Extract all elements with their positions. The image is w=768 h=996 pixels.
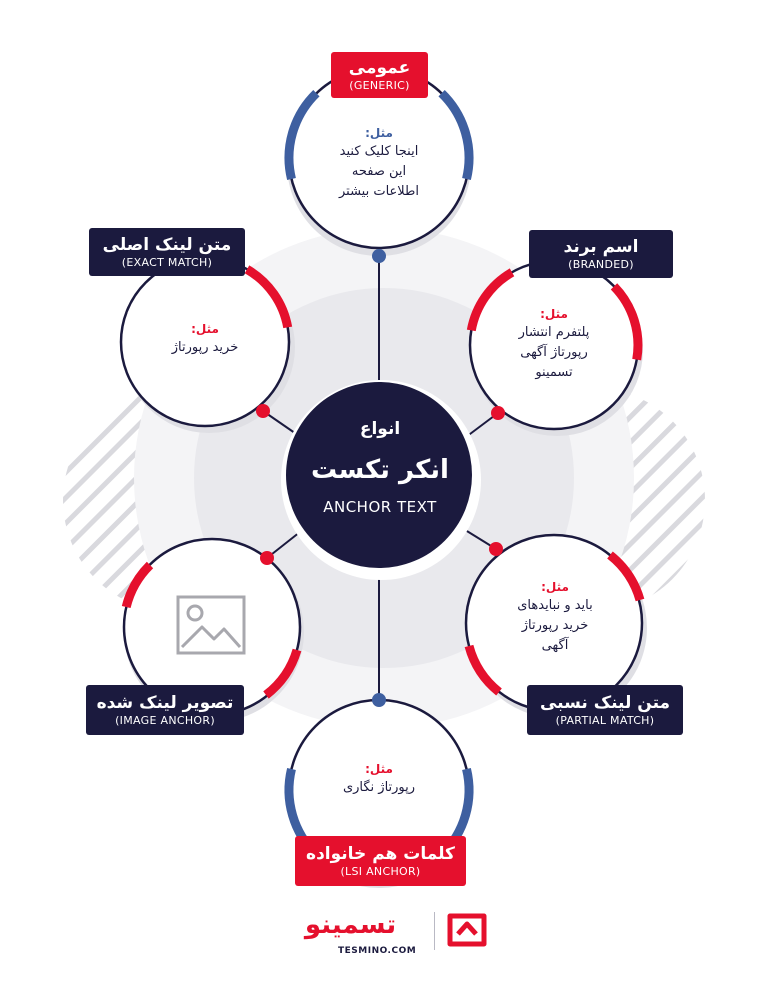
example-exact [125, 320, 285, 358]
label-generic-subtitle: (GENERIC) [349, 79, 410, 92]
label-image [86, 685, 244, 735]
example-exact-prefix: مثل: [191, 322, 219, 336]
label-generic-title: عمومی [348, 58, 411, 78]
example-branded-line: رپورتاژ آگهی [520, 345, 588, 360]
dot-partial [489, 542, 503, 556]
logo-separator [434, 912, 435, 950]
label-partial-title: متن لینک نسبی [539, 693, 671, 713]
label-lsi-title: کلمات هم خانواده [306, 844, 455, 864]
label-lsi-subtitle: (LSI ANCHOR) [340, 865, 421, 878]
example-generic-line: این صفحه [351, 164, 407, 179]
example-exact-line: خرید رپورتاژ [171, 340, 239, 355]
example-branded-line: تسمینو [535, 365, 573, 380]
tesmino-logo-mark-icon [444, 910, 490, 950]
label-partial-subtitle: (PARTIAL MATCH) [555, 714, 655, 727]
example-generic-line: اینجا کلیک کنید [339, 144, 419, 159]
example-branded-prefix: مثل: [540, 307, 568, 321]
center-title-line2: انکر تکست [311, 455, 449, 485]
logo-wordmark: تسمینو [304, 910, 397, 940]
example-partial-line: آگهی [541, 638, 569, 653]
label-branded-subtitle: (BRANDED) [568, 258, 634, 271]
logo-domain: TESMINO.COM [338, 946, 417, 956]
example-partial-line: باید و نبایدهای [517, 598, 593, 613]
label-branded-title: اسم برند [563, 237, 639, 257]
label-image-title: تصویر لینک شده [96, 693, 234, 713]
example-generic [289, 124, 469, 202]
label-partial [527, 685, 683, 735]
example-generic-prefix: مثل: [365, 126, 393, 140]
dot-lsi [372, 693, 386, 707]
example-generic-line: اطلاعات بیشتر [338, 184, 420, 199]
label-exact-title: متن لینک اصلی [102, 235, 232, 255]
example-lsi-prefix: مثل: [365, 762, 393, 776]
label-generic [331, 52, 428, 98]
label-lsi [295, 836, 466, 886]
example-branded [469, 305, 639, 383]
dot-branded [491, 406, 505, 420]
example-partial [470, 578, 640, 656]
example-branded-line: پلتفرم انتشار [518, 325, 590, 340]
tesmino-logo [278, 906, 498, 966]
label-image-subtitle: (IMAGE ANCHOR) [115, 714, 215, 727]
label-exact [89, 228, 245, 276]
center-title-line1: انواع [359, 419, 401, 439]
example-lsi-line: رپورتاژ نگاری [342, 780, 416, 795]
center-title-line3: ANCHOR TEXT [323, 498, 437, 516]
example-partial-prefix: مثل: [541, 580, 569, 594]
dot-exact [256, 404, 270, 418]
label-exact-subtitle: (EXACT MATCH) [121, 256, 213, 269]
label-branded [529, 230, 673, 278]
dot-generic [372, 249, 386, 263]
example-lsi [299, 760, 459, 798]
dot-image [260, 551, 274, 565]
example-partial-line: خرید رپورتاژ [521, 618, 589, 633]
